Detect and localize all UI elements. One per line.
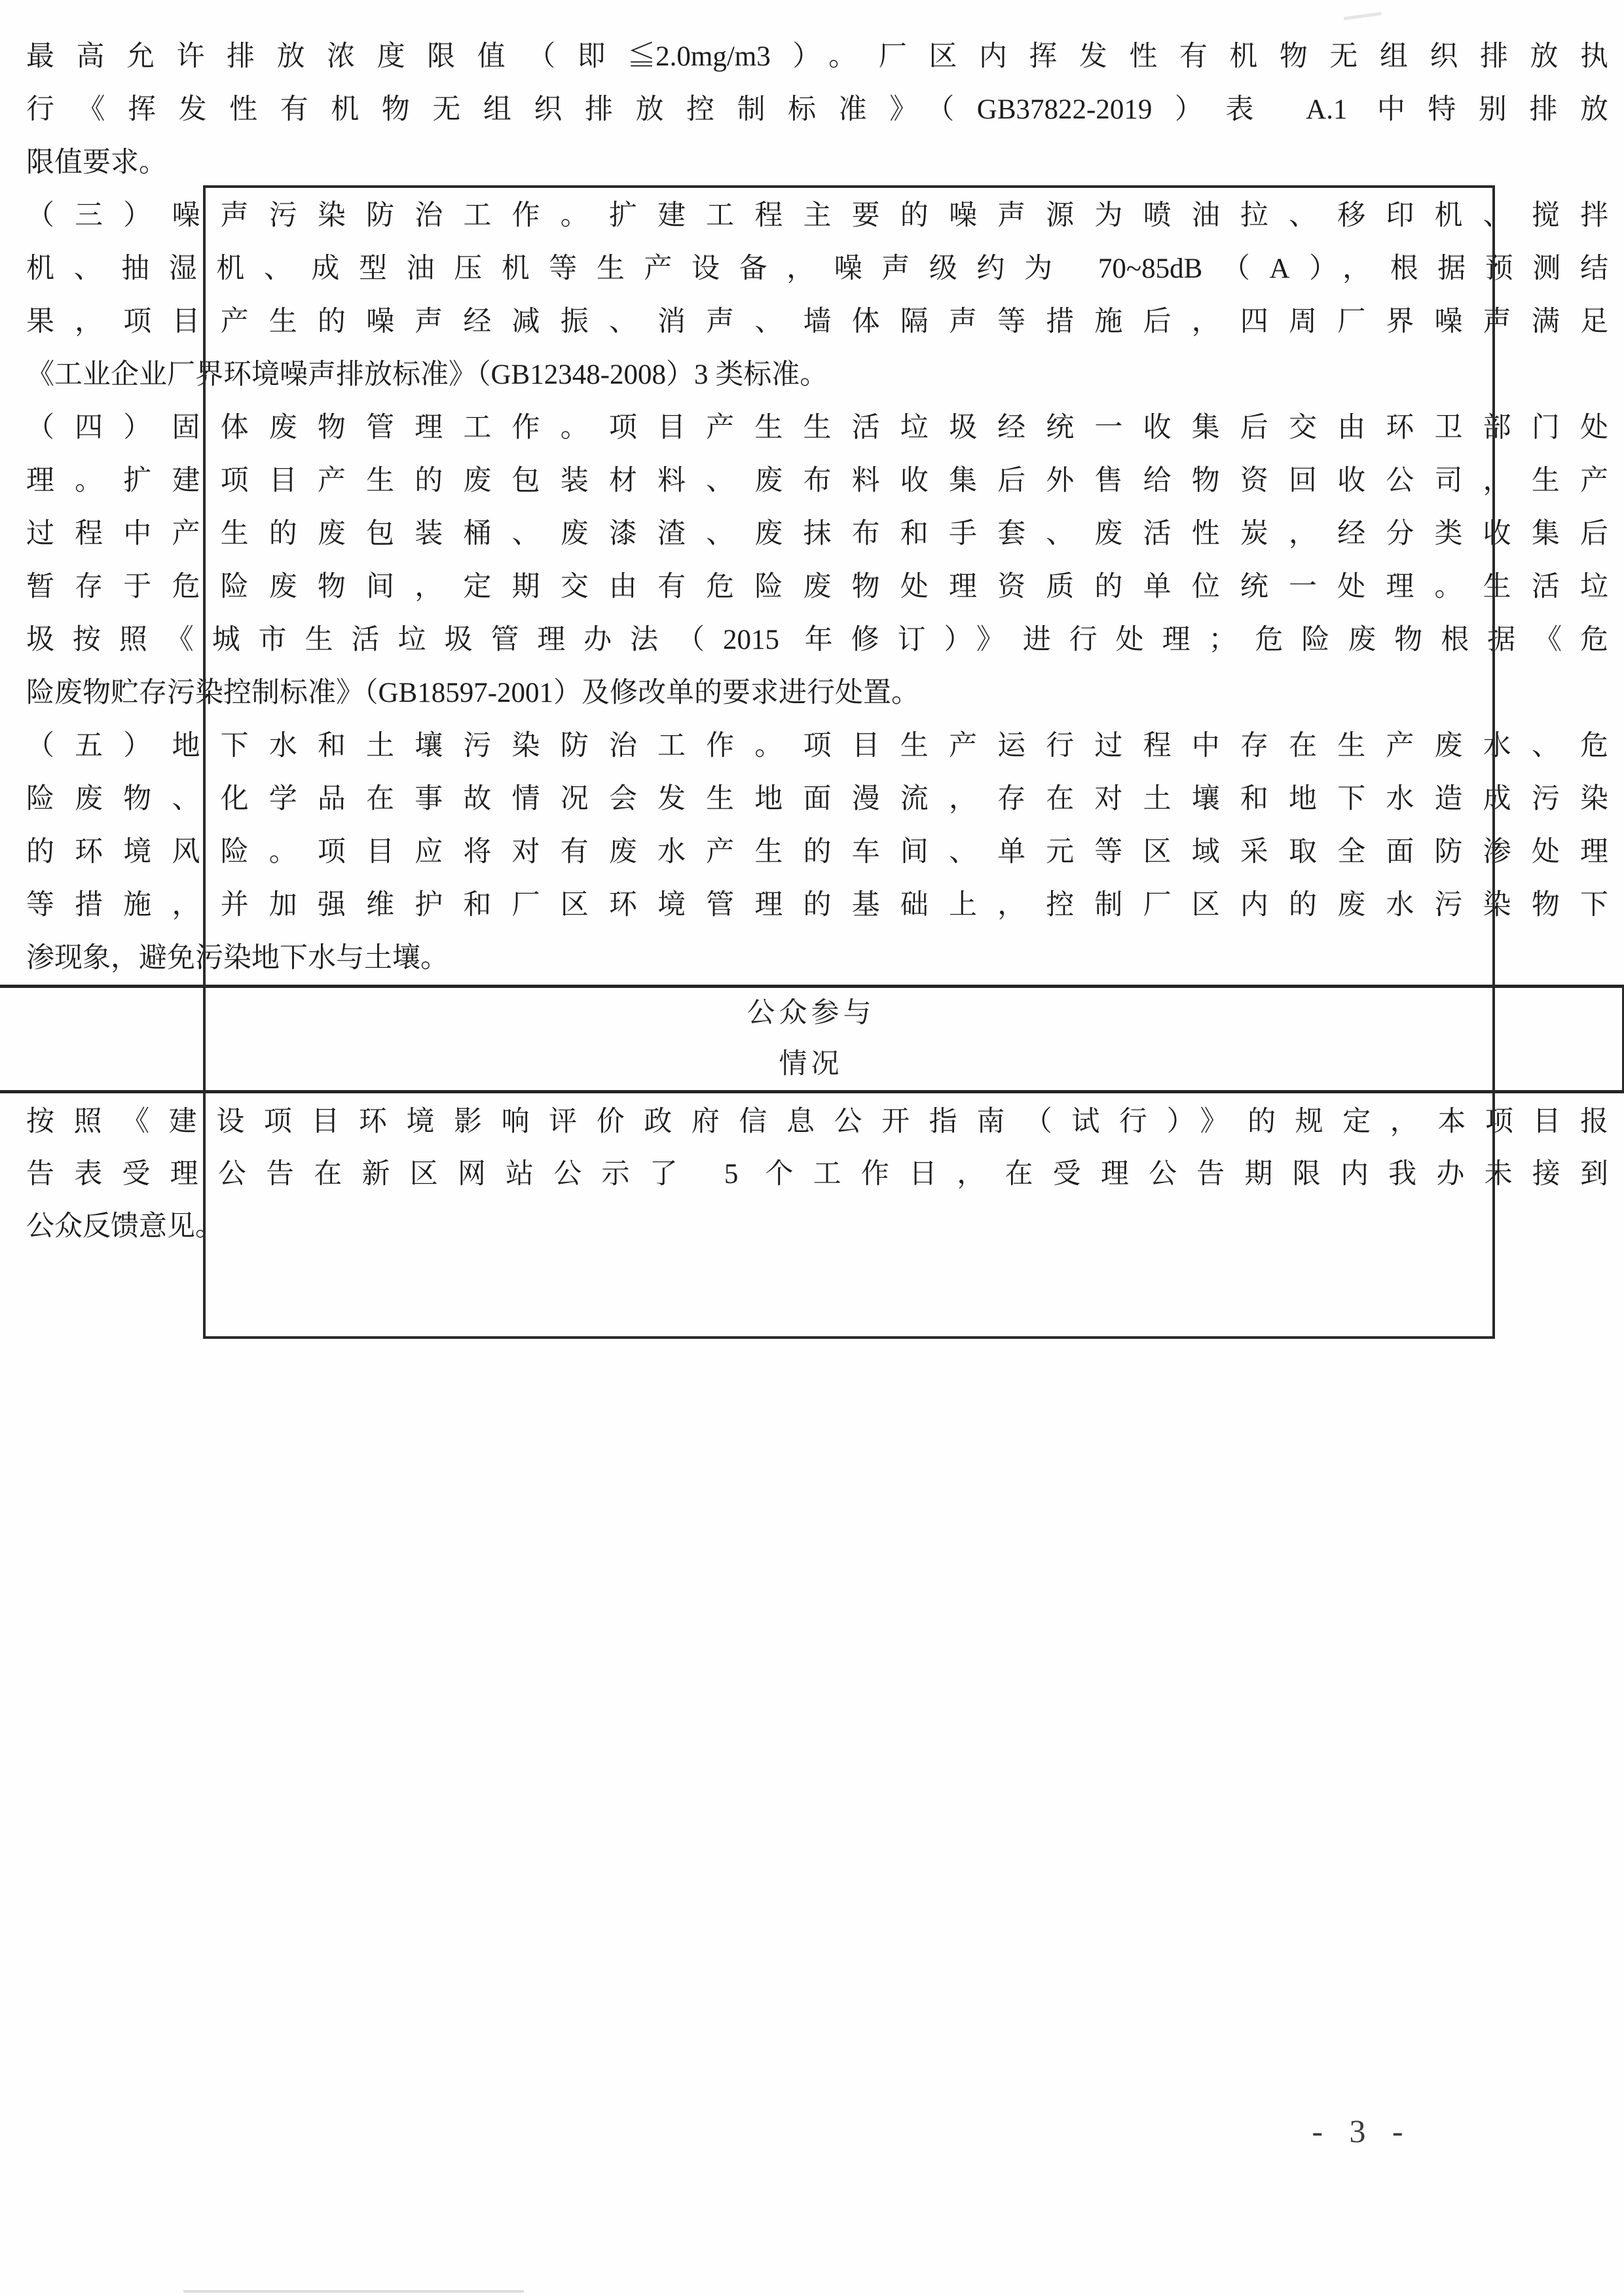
text-line: 等措施，并加强维护和厂区环境管理的基础上，控制厂区内的废水污染物下: [26, 890, 1608, 920]
text-line: 公众反馈意见。: [26, 1211, 223, 1242]
text-line: 行《挥发性有机物无组织排放控制标准》（GB37822-2019）表 A.1 中特别排放: [26, 94, 1608, 125]
text-line: 理。扩建项目产生的废包装材料、废布料收集后外售给物资回收公司，生产: [26, 465, 1608, 496]
text-line: 机、抽湿机、成型油压机等生产设备，噪声级约为 70~85dB（A），根据预测结: [26, 253, 1608, 284]
text-line: （三）噪声污染防治工作。扩建工程主要的噪声源为喷油拉、移印机、搅拌: [26, 200, 1608, 231]
text-line: 果，项目产生的噪声经减振、消声、墙体隔声等措施后，四周厂界噪声满足: [26, 306, 1608, 337]
text-line: 限值要求。: [26, 147, 167, 178]
text-line: 险废物贮存污染控制标准》（GB18597-2001）及修改单的要求进行处置。: [26, 678, 920, 708]
environmental-measures-table: [203, 185, 1495, 1339]
text-line: （四）固体废物管理工作。项目产生生活垃圾经统一收集后交由环卫部门处: [26, 412, 1608, 443]
text-line: 最高允许排放浓度限值（即≦2.0mg/m3）。厂区内挥发性有机物无组织排放执: [26, 41, 1608, 72]
text-line: 《工业企业厂界环境噪声排放标准》（GB12348-2008）3 类标准。: [26, 359, 828, 390]
scan-artifact-bottom-edge: [183, 2290, 524, 2293]
text-line: 险废物、化学品在事故情况会发生地面漫流，存在对土壤和地下水造成污染: [26, 784, 1608, 814]
text-line: 渗现象，避免污染地下水与土壤。: [26, 943, 449, 974]
page-number: - 3 -: [1312, 2113, 1412, 2149]
text-line: 过程中产生的废包装桶、废漆渣、废抹布和手套、废活性炭，经分类收集后: [26, 519, 1608, 549]
text-line: 圾按照《城市生活垃圾管理办法（2015 年修订）》进行处理；危险废物根据《危: [26, 625, 1608, 655]
text-line: 情况: [779, 1049, 843, 1080]
text-line: 告表受理公告在新区网站公示了 5 个工作日，在受理公告期限内我办未接到: [26, 1159, 1608, 1190]
text-line: 的环境风险。项目应将对有废水产生的车间、单元等区域采取全面防渗处理: [26, 837, 1608, 867]
text-line: 按照《建设项目环境影响评价政府信息公开指南（试行）》的规定，本项目报: [26, 1106, 1608, 1137]
text-line: （五）地下水和土壤污染防治工作。项目生产运行过程中存在生产废水、危: [26, 731, 1608, 761]
text-line: 暂存于危险废物间，定期交由有危险废物处理资质的单位统一处理。生活垃: [26, 572, 1608, 602]
text-line: 公众参与: [747, 998, 876, 1029]
